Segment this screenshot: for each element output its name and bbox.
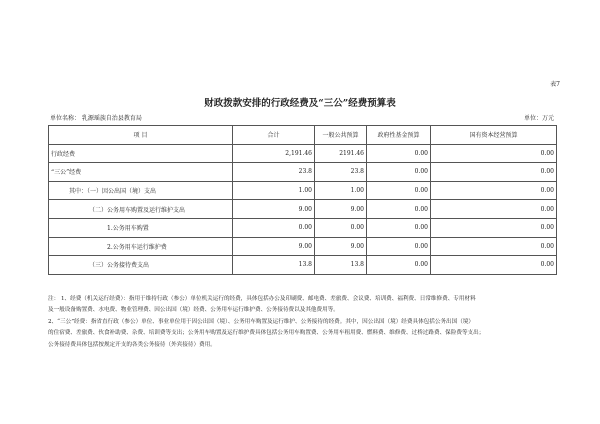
- budget-table: [48, 125, 557, 275]
- header-general-budget: 一般公共预算: [315, 126, 367, 145]
- note-line: 及一般设备购置费、水电费、物业管理费、因公出国（境）经费、公务用车运行维护费、公务接待费以及其他费用等。: [48, 307, 339, 314]
- cell-fund-budget: 0.00: [367, 181, 431, 200]
- cell-fund-budget: 0.00: [367, 237, 431, 256]
- row-label: 其中：（一）因公出国（境）支出: [49, 181, 233, 200]
- row-label: （二）公务用车购置及运行维护支出: [49, 200, 233, 219]
- cell-general-budget: 9.00: [315, 237, 367, 256]
- cell-total: 0.00: [233, 218, 315, 237]
- note-line: 的住宿费、差旅费、伙食补助费、杂费、培训费等支出；公务用车购置及运行维护费具体包括公务用车购置费、公务用车租用费、燃料费、维修费、过桥过路费、保险费等支出；: [48, 330, 485, 337]
- cell-fund-budget: 0.00: [367, 144, 431, 163]
- note-line: 2、“三公”经费：指省直行政（参公）单位、事业单位用于因公出国（境）、公务用车购置及运行维护、公务接待的经费。其中，因公出国（境）经费具体包括公务出国（境）: [48, 318, 475, 325]
- cell-total: 13.8: [233, 256, 315, 275]
- cell-state-capital-budget: 0.00: [431, 181, 557, 200]
- cell-total: 9.00: [233, 200, 315, 219]
- table-header-row: [49, 126, 557, 145]
- cell-general-budget: 0.00: [315, 218, 367, 237]
- cell-total: 23.8: [233, 163, 315, 182]
- cell-general-budget: 9.00: [315, 200, 367, 219]
- table-row: [49, 237, 557, 256]
- cell-fund-budget: 0.00: [367, 200, 431, 219]
- notes: [48, 294, 558, 351]
- unit-name: 单位名称： 乳源瑶族自治县教育局: [50, 115, 142, 122]
- cell-general-budget: 23.8: [315, 163, 367, 182]
- cell-general-budget: 1.00: [315, 181, 367, 200]
- cell-state-capital-budget: 0.00: [431, 163, 557, 182]
- header-total: 合计: [233, 126, 315, 145]
- cell-state-capital-budget: 0.00: [431, 237, 557, 256]
- table-row: [49, 163, 557, 182]
- row-label: 1.公务用车购置: [49, 218, 233, 237]
- cell-fund-budget: 0.00: [367, 218, 431, 237]
- row-label: 行政经费: [49, 144, 233, 163]
- cell-total: 2,191.46: [233, 144, 315, 163]
- cell-fund-budget: 0.00: [367, 163, 431, 182]
- cell-fund-budget: 0.00: [367, 256, 431, 275]
- document-title: 财政拨款安排的行政经费及“三公”经费预算表: [204, 98, 396, 109]
- header-item: 项 目: [49, 126, 233, 145]
- currency-unit: 单位：万元: [523, 115, 554, 122]
- header-state-capital-budget: 国有资本经营预算: [431, 126, 557, 145]
- table-row: [49, 181, 557, 200]
- cell-state-capital-budget: 0.00: [431, 256, 557, 275]
- note-line: 注： 1、经费（机关运行经费）：指用于维持行政（参公）单位机关运行的经费，具体包括办公及印刷费、邮电费、差旅费、会议费、培训费、福利费、日常维修费、专用材料: [48, 296, 476, 302]
- cell-state-capital-budget: 0.00: [431, 144, 557, 163]
- row-label: 2.公务用车运行维护费: [49, 237, 233, 256]
- table-row: [49, 256, 557, 275]
- header-fund-budget: 政府性基金预算: [367, 126, 431, 145]
- table-row: [49, 218, 557, 237]
- cell-state-capital-budget: 0.00: [431, 218, 557, 237]
- table-row: [49, 200, 557, 219]
- table-row: [49, 144, 557, 163]
- cell-total: 1.00: [233, 181, 315, 200]
- row-label: （三）公务接待费支出: [49, 256, 233, 275]
- cell-general-budget: 13.8: [315, 256, 367, 275]
- table-number: 表7: [550, 81, 560, 88]
- cell-state-capital-budget: 0.00: [431, 200, 557, 219]
- cell-total: 9.00: [233, 237, 315, 256]
- cell-general-budget: 2191.46: [315, 144, 367, 163]
- row-label: “三公”经费: [49, 163, 233, 182]
- note-line: 公务接待费具体包括按规定开支的各类公务接待（外宾接待）费用。: [48, 341, 216, 348]
